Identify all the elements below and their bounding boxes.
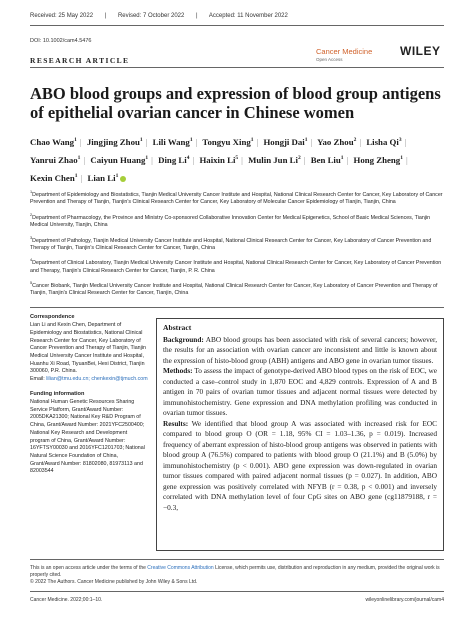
author-affiliation-number: 1 (250, 137, 254, 143)
author-name-text: Haixin Li (199, 154, 236, 165)
correspondence-block (30, 314, 148, 384)
author-name-text: Ding Li (158, 154, 187, 165)
author-name-text: Yao Zhou (317, 136, 354, 147)
author-name-text: Mulin Jun Li (248, 154, 298, 165)
author-separator: | (145, 136, 148, 147)
article-type: RESEARCH ARTICLE (30, 56, 130, 65)
author-name[interactable] (366, 137, 401, 147)
author-affiliation-number: 1 (189, 137, 193, 143)
affiliation-number: 1 (30, 190, 33, 194)
author-name[interactable] (317, 137, 356, 147)
orcid-icon[interactable] (120, 176, 126, 182)
affiliation-text: Department of Pharmacology, the Province and Ministry Co-sponsored Collaborative Innovation Center for Medical Epigenetics, School of Basic Medical Sciences, Tianjin Medical University, Tianjin, China (30, 214, 431, 229)
footer-citation: Cancer Medicine. 2022;00:1–10. (30, 597, 103, 603)
author-name-text: Ben Liu (310, 154, 341, 165)
author-affiliation-number: 1 (115, 172, 119, 179)
author-separator: | (346, 154, 349, 165)
author-name-text: Lian Li (87, 172, 116, 183)
sidebar (30, 314, 148, 483)
received-dates (30, 13, 298, 19)
author-separator: | (303, 154, 306, 165)
affiliation-text: Department of Epidemiology and Biostatistics, Tianjin Medical University Cancer Institute and Hospital, National Clinical Research Center for Cancer, Key Laboratory of Cancer Prevention and Therapy of Tianjin, Tianjin's Clinical Research Center for Cancer, Key Laboratory of Molecular Cancer Epidemiology of Tianjin, Tianjin, China (30, 191, 443, 206)
correspondence-text: Lian Li and Kexin Chen, Department of Epidemiology and Biostatistics, National Clinical Research Center for Cancer, Key Laboratory of Cancer Prevention and Therapy of Tianjin, Tianjin Medical University Cancer Institute and Hospital, Huanhu Xi Road, TiyuanBei, Hexi District, Tianjin 300060, P.R. China. (30, 322, 146, 375)
author-name[interactable] (153, 137, 193, 147)
abstract-heading: Abstract (163, 323, 192, 332)
abstract-methods (163, 366, 437, 419)
author-name-text: Hongji Dai (263, 136, 305, 147)
funding-heading: Funding information (30, 390, 85, 397)
author-separator: | (83, 154, 86, 165)
doi[interactable]: DOI: 10.1002/cam4.5476 (30, 38, 92, 44)
author-name[interactable] (202, 137, 253, 147)
license-text-before: This is an open access article under the terms of the (30, 565, 146, 571)
title-divider (30, 67, 444, 68)
affiliation-item (30, 280, 444, 298)
abstract-box (156, 318, 444, 551)
journal-logo (316, 47, 372, 62)
article-title: ABO blood groups and expression of blood group antigens of epithelial ovarian cancer in Chinese women (30, 84, 441, 122)
license-text (30, 565, 444, 579)
affiliation-list (30, 189, 444, 303)
author-name-text: Yanrui Zhao (30, 154, 78, 165)
results-text: We identified that blood group A was associated with increased risk for EOC compared to blood group O (OR = 1.18, 95% CI = 1.03–1.36, p = 0.019). Increased frequency of aberrant expression of histo-blood group antigens was observed in patients with blood group A (76.5%) compared to patients with blood group O (21.1%) and B (5.0%) by immunohistochemistry (p < 0.001). ABO gene expression was down-regulated in ovarian tumor tissues compared with paired adjacent normal tissues (p = 0.027). In addition, ABO gene expression was positively correlated with NFYB (r = 0.38, p < 0.001) and inversely correlated with DNA methylation level of four CpG sites on ABO gene (cg11879188, r = −0.3, (163, 418, 437, 512)
affiliation-number: 3 (30, 235, 33, 240)
background-label: Background: (163, 334, 204, 344)
author-separator: | (241, 154, 243, 165)
affiliation-divider (30, 307, 444, 308)
affiliation-item (30, 235, 444, 253)
separator: | (196, 13, 198, 19)
author-separator: | (80, 172, 83, 183)
author-separator: | (359, 136, 362, 147)
funding-block (30, 391, 148, 476)
author-name-text: Caiyun Huang (90, 154, 146, 165)
author-affiliation-number: 1 (74, 137, 77, 143)
accepted-date: Accepted: 11 November 2022 (208, 13, 288, 19)
author-affiliation-number: 1 (74, 172, 78, 179)
footer-divider (30, 591, 444, 592)
header-divider (30, 25, 444, 26)
author-name[interactable] (354, 155, 403, 165)
license-text-after: License, which permits use, distribution and reproduction in any medium, provided the original work is properly cited. (30, 565, 440, 578)
author-name[interactable] (30, 155, 80, 165)
author-name[interactable] (311, 155, 344, 165)
author-name[interactable] (30, 173, 77, 183)
author-name-text: Hong Zheng (353, 154, 401, 165)
journal-subtitle: Open Access (316, 57, 343, 62)
author-separator: | (256, 136, 259, 147)
abstract-background (163, 335, 437, 367)
author-affiliation-number: 1 (77, 154, 81, 161)
author-affiliation-number: 1 (304, 137, 308, 143)
license-link[interactable]: Creative Commons Attribution (147, 565, 214, 571)
affiliation-item (30, 257, 444, 275)
correspondence-heading: Correspondence (30, 314, 75, 320)
author-name-text: Lili Wang (152, 136, 190, 147)
author-separator: | (79, 136, 82, 147)
funding-text: National Human Genetic Resources Sharing Service Platform, Grant/Award Number: 2005DKA21300; National Key R&D Program of China, Grant/Award Number: 2021YFC2500400; National Key Research and Development program of China, Grant/Award Number: 16YFTSY00030 and 2016YFC1201703; National Natural Science Foundation of China, Grant/Award Number: 81802080, 81973113 and 82003544 (30, 399, 145, 475)
license-notice (30, 565, 444, 586)
affiliation-text: Department of Clinical Laboratory, Tianjin Medical University Cancer Institute and Hospital, National Clinical Research Center for Cancer, Key Laboratory of Cancer Prevention and Therapy, Tianjin's Clinical Research Center for Cancer, Tianjin, P. R. China (30, 260, 442, 274)
abstract-results (163, 419, 437, 514)
author-separator: | (151, 154, 153, 165)
affiliation-text: Cancer Biobank, Tianjin Medical University Cancer Institute and Hospital, National Clinical Research Center for Cancer, Key Laboratory of Cancer Prevention and Therapy of Tianjin, Tianjin's Clinical Research Center for Cancer, Tianjin, China (30, 282, 438, 297)
received-date: Received: 25 May 2022 (30, 13, 94, 19)
affiliation-item (30, 212, 444, 230)
author-name-text: Kexin Chen (30, 172, 75, 183)
author-name-text: Jingjing Zhou (86, 136, 140, 147)
author-affiliation-number: 2 (353, 137, 357, 143)
methods-text: To assess the impact of genotype-derived ABO blood types on the risk of EOC, we conducted a case–control study in 1,870 EOC and 4,829 controls. Expression of A and B antigen in 70 pairs of ovarian tumor tissues and adjacent normal tissues were detected by immunohistochemistry. Gene expression and DNA methylation profiling was conducted in ovarian tumor tissues. (163, 366, 437, 417)
email-link[interactable]: lilian@tmu.edu.cn; chenkexin@tjmuch.com (46, 376, 148, 383)
footer-url[interactable]: wileyonlinelibrary.com/journal/cam4 (365, 597, 444, 603)
background-text: ABO blood groups has been associated with risk of several cancers; however, the results for an association with ovarian cancer are inconsistent and little is known about the expression of histo-blood group (ABH) antigens and ABO gene in ovarian tumor tissues. (163, 334, 438, 365)
author-name[interactable] (199, 155, 238, 165)
correspondence-email-line (30, 376, 148, 384)
affiliation-number: 4 (30, 258, 33, 263)
author-separator: | (404, 136, 407, 147)
author-name[interactable] (263, 137, 307, 147)
author-affiliation-number: 3 (398, 137, 402, 143)
publisher-logo: WILEY (400, 44, 441, 58)
author-list (30, 132, 450, 186)
separator: | (104, 13, 107, 19)
author-name-text: Chao Wang (30, 136, 75, 147)
author-name[interactable] (90, 155, 148, 165)
results-label: Results: (163, 418, 189, 428)
email-label: Email: (30, 376, 45, 383)
author-affiliation-number: 2 (297, 154, 301, 161)
author-name[interactable] (30, 137, 77, 147)
author-name-text: Lisha Qi (366, 136, 399, 147)
affiliation-number: 2 (30, 212, 33, 217)
author-affiliation-number: 5 (235, 154, 239, 161)
author-affiliation-number: 1 (340, 154, 344, 161)
author-separator: | (195, 136, 198, 147)
author-affiliation-number: 1 (139, 137, 143, 143)
affiliation-number: 5 (30, 281, 33, 285)
affiliation-text: Department of Pathology, Tianjin Medical University Cancer Institute and Hospital, National Clinical Research Center for Cancer, Key Laboratory of Cancer Prevention and Therapy of Tianjin, Tianjin's Clinical Research Center for Cancer, Tianjin, China (30, 237, 432, 251)
author-name[interactable] (87, 173, 126, 183)
author-name[interactable] (87, 137, 143, 147)
author-separator: | (405, 154, 408, 165)
author-separator: | (310, 136, 313, 147)
license-divider (30, 559, 444, 560)
author-name-text: Tongyu Xing (202, 136, 251, 147)
author-affiliation-number: 4 (186, 154, 190, 161)
author-separator: | (192, 154, 195, 165)
author-affiliation-number: 1 (400, 154, 403, 161)
author-name[interactable] (248, 155, 301, 165)
journal-name: Cancer Medicine (316, 47, 373, 56)
author-affiliation-number: 1 (145, 154, 149, 161)
methods-label: Methods: (163, 366, 193, 375)
copyright-text: © 2022 The Authors. Cancer Medicine published by John Wiley & Sons Ltd. (30, 579, 198, 585)
revised-date: Revised: 7 October 2022 (117, 13, 185, 19)
affiliation-item (30, 189, 444, 207)
author-name[interactable] (158, 155, 189, 165)
